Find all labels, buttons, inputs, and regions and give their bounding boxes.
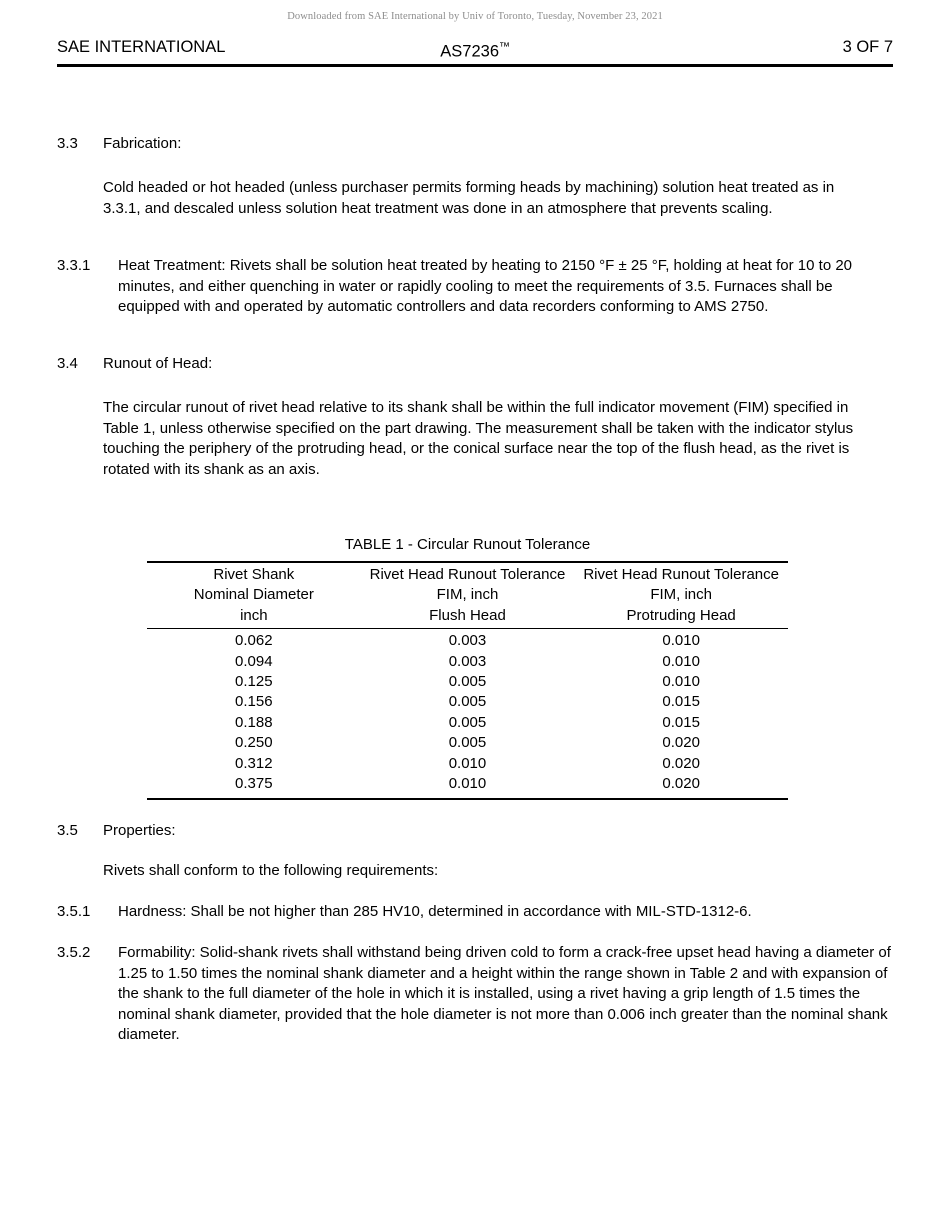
trademark-icon: ™: [499, 41, 510, 53]
cell-protruding-head: 0.020: [662, 754, 700, 772]
table-row: [147, 629, 788, 652]
cell-protruding-head: 0.010: [662, 652, 700, 670]
column-header-line-2: Nominal Diameter: [193, 586, 314, 604]
section-3-5-title: Properties:: [103, 822, 176, 839]
table-row: [147, 733, 788, 753]
column-header-line-3: Flush Head: [429, 606, 506, 624]
section-3-5-1: [57, 902, 893, 923]
section-3-4-number: 3.4: [57, 355, 78, 372]
section-3-4-paragraph: The circular runout of rivet head relative to its shank shall be within the full indicator movement (FIM) specified in Table 1, unless otherwise specified on the part drawing. The measurement shall be taken with the indicator stylus touching the periphery of the protruding head, or the conical surface near the top of the flush head, as the rivet is rotated with its shank as an axis.: [103, 399, 854, 478]
header-divider: [57, 64, 893, 67]
section-3-5-2-number: 3.5.2: [57, 944, 91, 961]
cell-flush-head: 0.003: [448, 652, 487, 670]
table-row: [147, 672, 788, 692]
cell-shank-diameter: 0.250: [235, 734, 273, 752]
cell-flush-head: 0.005: [448, 734, 487, 752]
column-header-line-1: Rivet Shank: [213, 566, 295, 583]
section-3-3-title: Fabrication:: [103, 135, 182, 152]
column-header-line-3: Protruding Head: [626, 606, 736, 624]
section-3-5-2-text: Formability: Solid-shank rivets shall withstand being driven cold to form a crack-free upset head having a diameter of 1.25 to 1.50 times the nominal shank diameter and a height within the range shown in Table 2 and with expansion of the shank to the full diameter of the hole in which it is installed, using a rivet having a grip length of 1.5 times the nominal shank diameter, provided that the hole diameter is not more than 0.006 inch greater than the nominal shank diameter.: [118, 944, 891, 1044]
column-header-line-2: FIM, inch: [650, 586, 712, 604]
section-3-4: [57, 354, 893, 375]
download-watermark: Downloaded from SAE International by Univ of Toronto, Tuesday, November 23, 2021: [287, 11, 663, 22]
column-header-line-1: Rivet Head Runout Tolerance: [369, 566, 566, 583]
table-header-row: [147, 562, 788, 629]
cell-flush-head: 0.003: [448, 632, 487, 650]
column-header-line-1: Rivet Head Runout Tolerance: [583, 566, 779, 583]
column-header-protruding-head-tolerance: [574, 562, 788, 629]
cell-protruding-head: 0.010: [662, 673, 700, 691]
document-number-text: AS7236: [440, 42, 499, 61]
cell-flush-head: 0.005: [448, 673, 487, 691]
section-3-5-2: [57, 943, 893, 1046]
organization-name: SAE INTERNATIONAL: [57, 38, 226, 56]
column-header-line-2: FIM, inch: [436, 586, 499, 604]
cell-protruding-head: 0.015: [662, 713, 700, 731]
cell-shank-diameter: 0.375: [235, 775, 273, 793]
section-3-3-number: 3.3: [57, 135, 78, 152]
section-3-3-1-text: Heat Treatment: Rivets shall be solution heat treated by heating to 2150 °F ± 25 °F, holding at heat for 10 to 20 minutes, and either quenching in water or rapidly cooling to meet the requirements of 3.5. Furnaces shall be equipped with and operated by automatic controllers and data recorders conforming to AMS 2750.: [118, 257, 853, 316]
section-3-3-1: [57, 256, 893, 318]
table-row: [147, 754, 788, 774]
cell-shank-diameter: 0.125: [235, 673, 273, 691]
table-row: [147, 713, 788, 733]
section-3-3: [57, 134, 893, 155]
cell-shank-diameter: 0.156: [235, 693, 273, 711]
table-1-block: [147, 535, 788, 800]
table-1-head: [147, 562, 788, 629]
table-row: [147, 774, 788, 799]
cell-shank-diameter: 0.188: [235, 713, 273, 731]
section-3-5-1-text: Hardness: Shall be not higher than 285 HV10, determined in accordance with MIL-STD-1312-6.: [118, 903, 752, 920]
section-3-5-number: 3.5: [57, 822, 78, 839]
table-row: [147, 652, 788, 672]
section-3-5: [57, 821, 893, 842]
section-3-5-paragraph: Rivets shall conform to the following requirements:: [103, 862, 439, 879]
table-1-circular-runout-tolerance: [147, 561, 788, 800]
cell-flush-head: 0.010: [448, 754, 487, 772]
page-number: 3 OF 7: [842, 38, 893, 56]
cell-flush-head: 0.010: [448, 775, 487, 793]
cell-shank-diameter: 0.094: [235, 652, 273, 670]
document-number: [57, 36, 893, 63]
cell-protruding-head: 0.020: [662, 775, 700, 793]
cell-flush-head: 0.005: [448, 713, 487, 731]
section-3-3-1-number: 3.3.1: [57, 257, 91, 274]
column-header-line-3: inch: [240, 606, 268, 624]
page-header: [57, 36, 893, 61]
cell-shank-diameter: 0.312: [235, 754, 273, 772]
cell-protruding-head: 0.015: [662, 693, 700, 711]
section-3-4-title: Runout of Head:: [103, 355, 213, 372]
cell-protruding-head: 0.020: [662, 734, 700, 752]
table-1-caption: TABLE 1 - Circular Runout Tolerance: [344, 536, 591, 553]
column-header-rivet-shank-nominal-diameter: [147, 562, 361, 629]
table-row: [147, 692, 788, 712]
cell-shank-diameter: 0.062: [235, 632, 273, 650]
cell-flush-head: 0.005: [448, 693, 487, 711]
cell-protruding-head: 0.010: [662, 632, 700, 650]
table-1-body: [147, 629, 788, 800]
section-3-5-1-number: 3.5.1: [57, 903, 91, 920]
section-3-3-paragraph: Cold headed or hot headed (unless purchaser permits forming heads by machining) solution heat treated as in 3.3.1, and descaled unless solution heat treatment was done in an atmosphere that prevents scaling.: [103, 179, 835, 217]
column-header-flush-head-tolerance: [361, 562, 575, 629]
